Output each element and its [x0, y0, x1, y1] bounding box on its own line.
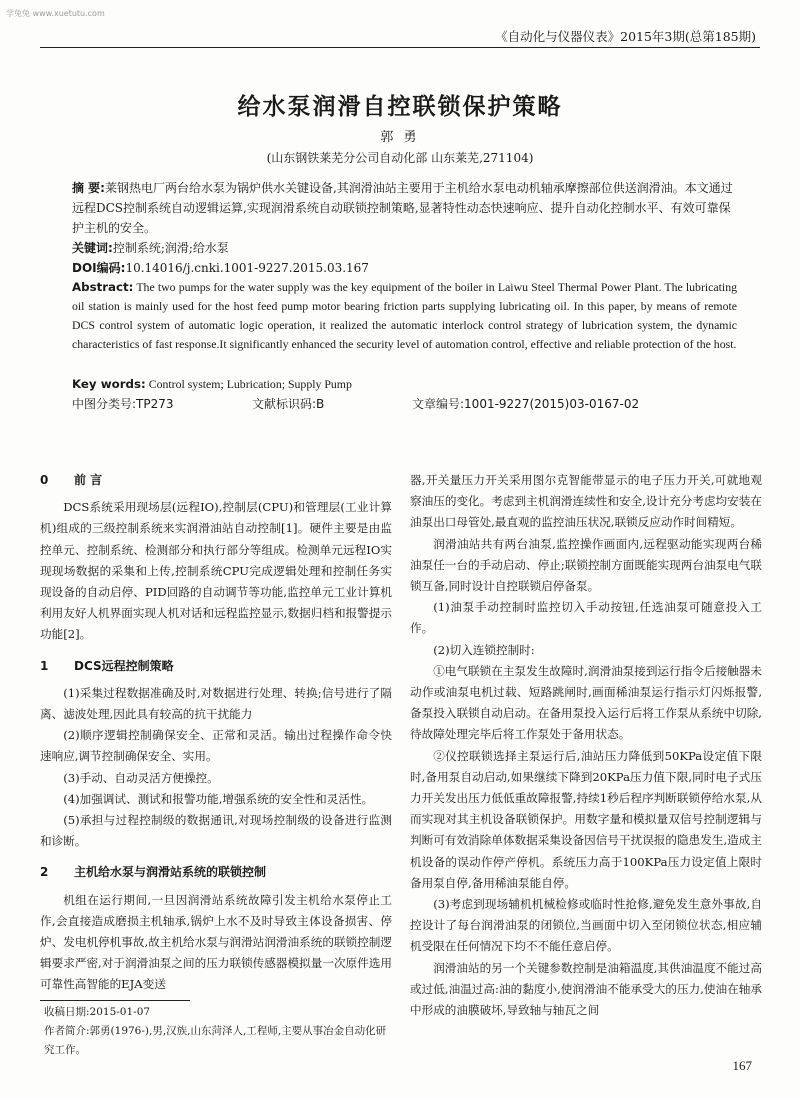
section-1-heading	[40, 656, 392, 677]
author-bio: 作者简介:郭勇(1976-),男,汉族,山东菏泽人,工程师,主要从事冶金自动化研究工作。	[44, 1025, 387, 1056]
keywords-cn-label: 关键词:	[72, 241, 113, 255]
section-2-heading	[40, 862, 392, 883]
abstract-cn-text: 莱钢热电厂两台给水泵为锅炉供水关键设备,其润滑油站主要用于主机给水泵电动机轴承摩擦部位供送润滑油。本文通过远程DCS控制系统自动逻辑运算,实现润滑系统自动联锁控制策略,显著特性动态快速响应、提升自动化控制水平、有效可靠保护主机的安全。	[72, 181, 733, 235]
section-1-item: (4)加强调试、测试和报警功能,增强系统的安全性和灵活性。	[63, 791, 374, 806]
page-number: 167	[732, 1058, 752, 1073]
abstract-cn	[72, 178, 737, 238]
received-date: 收稿日期:2015-01-07	[44, 1006, 151, 1018]
keywords-cn-text: 控制系统;润滑;给水泵	[112, 241, 229, 255]
section-0-heading	[40, 470, 392, 491]
affiliation: (山东钢铁莱芜分公司自动化部 山东莱芜,271104)	[266, 151, 534, 165]
doi-label: DOI编码:	[72, 261, 126, 275]
keywords-en-text: Control system; Lubrication; Supply Pump	[148, 377, 352, 391]
paragraph: 润滑油站共有两台油泵,监控操作画面内,远程驱动能实现两台稀油泵任一台的手动启动、停止;联锁控制方面既能实现两台油泵电气联锁互备,同时设计自控联锁启停备泵。	[410, 536, 762, 594]
keywords-en-label: Key words:	[72, 377, 146, 391]
article-number: 文章编号:1001-9227(2015)03-0167-02	[412, 397, 640, 411]
abstract-en-text: The two pumps for the water supply was the key equipment of the boiler in Laiwu Steel Thermal Power Plant. The lubricating oil station is mainly used for the host feed pump motor bearing friction parts supplying lubricating oil. In this paper, by means of remote DCS control system of automatic logic operation, it realized the automatic interlock control strategy of lubrication system, the dynamic characteristics of fast response.It significantly enhanced the security level of automation control, effective and reliable protection of the host.	[72, 280, 737, 351]
abstract-en	[72, 278, 737, 354]
section-2-paragraph: 机组在运行期间,一旦因润滑站系统故障引发主机给水泵停止工作,会直接造成磨损主机轴承,锅炉上水不及时导致主体设备损害、停炉、发电机停机事故,故主机给水泵与润滑站润滑油系统的联锁控制逻辑要求严密,对于润滑油泵之间的压力联锁传感器模拟量一次原件选用可靠性高智能的EJA变送	[40, 892, 392, 992]
section-0-number: 0	[40, 473, 49, 487]
footnote	[44, 1003, 389, 1060]
section-0-paragraph: DCS系统采用现场层(远程IO),控制层(CPU)和管理层(工业计算机)组成的三级控制系统来实润滑油站自动控制[1]。硬件主要是由监控单元、控制系统、检测部分和执行部分等组成。检测单元远程IO实现现场数据的采集和上传,控制系统CPU完成逻辑处理和控制任务实现设备的自动启停、PID回路的自动调节等功能,监控单元工业计算机利用友好人机界面实现人机对话和远程监控显示,数据归档和报警提示功能[2]。	[40, 500, 392, 642]
paragraph: ①电气联锁在主泵发生故障时,润滑油泵接到运行指令后接触器未动作或油泵电机过载、短路跳闸时,画面稀油泵运行指示灯闪烁报警,备泵投入联锁自动启动。在备用泵投入运行后将工作泵从系统中切除,待故障处理完毕后将工作泵处于备用状态。	[410, 663, 762, 742]
abstract-en-label: Abstract:	[72, 280, 134, 294]
paragraph: (1)油泵手动控制时监控切入手动按钮,任选油泵可随意投入工作。	[410, 600, 762, 636]
keywords-en	[72, 375, 737, 394]
clc-number: 中图分类号:TP273	[72, 397, 174, 411]
right-column	[410, 470, 762, 1021]
section-1-item: (1)采集过程数据准确及时,对数据进行处理、转换;信号进行了隔离、滤波处理,因此具有较高的抗干扰能力	[40, 685, 392, 722]
section-1-number: 1	[40, 658, 49, 673]
left-column	[40, 470, 392, 996]
abstract-cn-label: 摘 要:	[72, 181, 105, 195]
footnote-rule	[40, 1000, 190, 1001]
section-0-title: 前 言	[74, 473, 103, 487]
section-2-number: 2	[40, 865, 49, 880]
paragraph: (3)考虑到现场辅机机械检修或临时性抢修,避免发生意外事故,自控设计了每台润滑油泵的闭锁位,当画面中切入至闭锁位状态,相应辅机受限在任何情况下均不不能任意启停。	[410, 897, 762, 954]
document-code: 文献标识码:B	[252, 397, 325, 411]
author: 郭 勇	[380, 130, 420, 145]
section-1-item: (2)顺序逻辑控制确保安全、正常和灵活。输出过程操作命令快速响应,调节控制确保安全、实用。	[40, 728, 392, 764]
keywords-cn	[72, 238, 737, 258]
doi	[72, 258, 737, 278]
doi-text: 10.14016/j.cnki.1001-9227.2015.03.167	[125, 261, 369, 275]
section-2-title: 主机给水泵与润滑站系统的联锁控制	[74, 865, 267, 880]
section-1-title: DCS远程控制策略	[74, 658, 174, 673]
paragraph: ②仪控联锁选择主泵运行后,油站压力降低到50KPa设定值下限时,备用泵自动启动,如果继续下降到20KPa压力值下限,同时电子式压力开关发出压力低低重故障报警,持续1秒后程序判断联锁停给水泵,从而实现对其主机设备联锁保护。用数字量和模拟量双信号控制逻辑与判断可有效消除单体数据采集设备因信号干扰误报的隐患发生,造成主机设备的误动作停产停机。系统压力高于100KPa压力设定值上限时备用泵自停,备用稀油泵能自停。	[410, 748, 762, 890]
paragraph: (2)切入连锁控制时:	[433, 642, 535, 657]
journal-header: 《自动化与仪器仪表》2015年3期(总第185期)	[495, 29, 756, 44]
watermark: 学兔兔 www.xuetutu.com	[6, 9, 105, 18]
header-rule	[40, 47, 760, 48]
paper-title: 给水泵润滑自控联锁保护策略	[237, 93, 563, 120]
section-1-item: (3)手动、自动灵活方便操控。	[63, 770, 219, 785]
paragraph: 器,开关量压力开关采用图尔克智能带显示的电子压力开关,可就地观察油压的变化。考虑到主机润滑连续性和安全,设计充分考虑均安装在油泵出口母管处,最直观的监控油压状况,联锁反应动作时间精短。	[410, 473, 762, 530]
section-1-item: (5)承担与过程控制级的数据通讯,对现场控制级的设备进行监测和诊断。	[40, 813, 392, 849]
paragraph: 润滑油站的另一个关键参数控制是油箱温度,其供油温度不能过高或过低,油温过高:油的黏度小,使润滑油不能承受大的压力,使油在轴承中形成的油膜破坏,导致轴与轴瓦之间	[410, 960, 762, 1018]
